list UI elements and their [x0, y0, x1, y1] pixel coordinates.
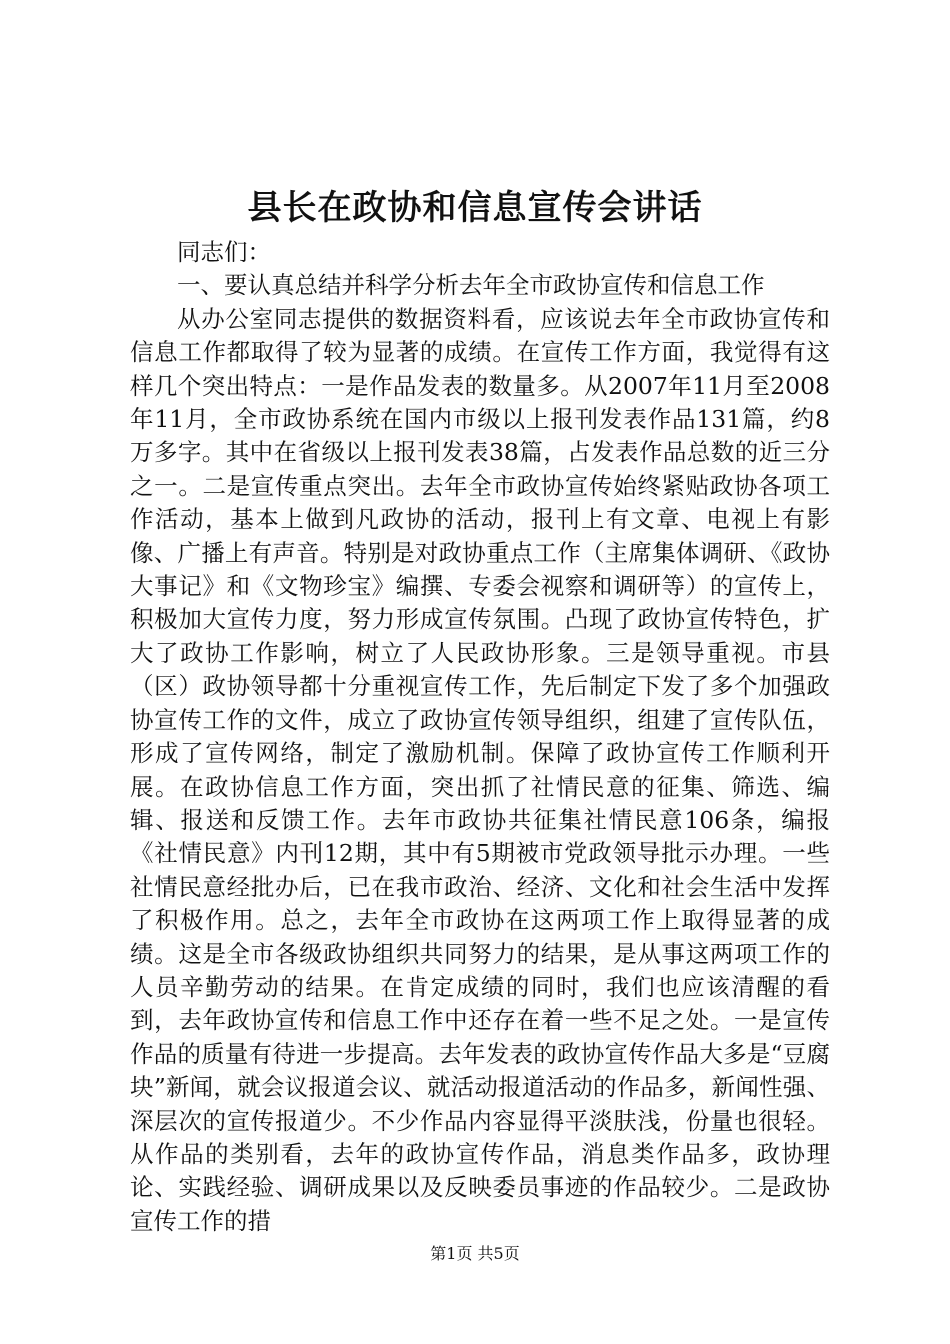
section-heading: 一、要认真总结并科学分析去年全市政协宣传和信息工作: [177, 271, 765, 300]
document-title: 县长在政协和信息宣传会讲话: [247, 188, 703, 228]
body-paragraph: 从办公室同志提供的数据资料看，应该说去年全市政协宣传和信息工作都取得了较为显著的成绩。在宣传工作方面，我觉得有这样几个突出特点：一是作品发表的数量多。从2007年11月至2008年11月，全市政协系统在国内市级以上报刊发表作品131篇，约8万多字。其中在省级以上报刊发表38篇，占发表作品总数的近三分之一。二是宣传重点突出。去年全市政协宣传始终紧贴政协各项工作活动，基本上做到凡政协的活动，报刊上有文章、电视上有影像、广播上有声音。特别是对政协重点工作（主席集体调研、《政协大事记》和《文物珍宝》编撰、专委会视察和调研等）的宣传上，积极加大宣传力度，努力形成宣传氛围。凸现了政协宣传特色，扩大了政协工作影响，树立了人民政协形象。三是领导重视。市县（区）政协领导都十分重视宣传工作，先后制定下发了多个加强政协宣传工作的文件，成立了政协宣传领导组织，组建了宣传队伍，形成了宣传网络，制定了激励机制。保障了政协宣传工作顺利开展。在政协信息工作方面，突出抓了社情民意的征集、筛选、编辑、报送和反馈工作。去年市政协共征集社情民意106条，编报《社情民意》内刊12期，其中有5期被市党政领导批示办理。一些社情民意经批办后，已在我市政治、经济、文化和社会生活中发挥了积极作用。总之，去年全市政协在这两项工作上取得显著的成绩。这是全市各级政协组织共同努力的结果，是从事这两项工作的人员辛勤劳动的结果。在肯定成绩的同时，我们也应该清醒的看到，去年政协宣传和信息工作中还存在着一些不足之处。一是宣传作品的质量有待进一步提高。去年发表的政协宣传作品大多是“豆腐块”新闻，就会议报道会议、就活动报道活动的作品多，新闻性强、深层次的宣传报道少。不少作品内容显得平淡肤浅，份量也很轻。从作品的类别看，去年的政协宣传作品，消息类作品多，政协理论、实践经验、调研成果以及反映委员事迹的作品较少。二是政协宣传工作的措: [130, 304, 830, 1235]
salutation: 同志们：: [177, 238, 271, 266]
page-number: 第1页 共5页: [430, 1244, 520, 1263]
document-body: [130, 236, 830, 1238]
